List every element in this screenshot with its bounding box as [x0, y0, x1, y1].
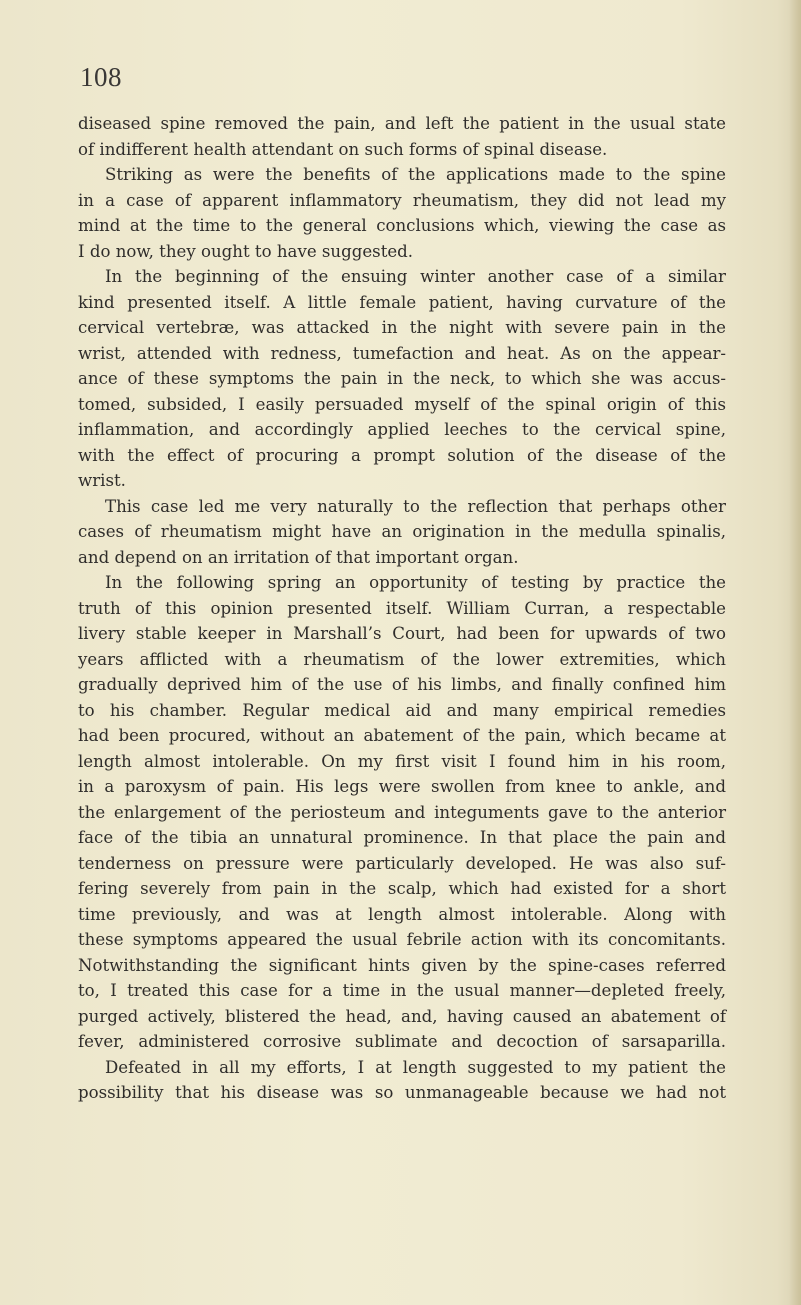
- text-line: possibility that his disease was so unmanageable because we had not: [78, 1083, 726, 1102]
- text-line: wrist.: [78, 471, 126, 490]
- text-line: length almost intolerable. On my first visit I found him in his room,: [78, 751, 726, 771]
- text-line: tomed, subsided, I easily persuaded myself of the spinal origin of this: [78, 394, 726, 414]
- text-line: cervical vertebræ, was attacked in the night with severe pain in the: [78, 318, 726, 337]
- text-line: Notwithstanding the significant hints given by the spine-cases referred: [78, 955, 726, 975]
- text-line: kind presented itself. A little female patient, having curvature of the: [78, 292, 726, 312]
- text-line: truth of this opinion presented itself. William Curran, a respectable: [78, 598, 726, 618]
- text-line: in a paroxysm of pain. His legs were swollen from knee to ankle, and: [78, 777, 726, 796]
- text-line: I do now, they ought to have suggested.: [78, 241, 414, 261]
- text-line: to, I treated this case for a time in the usual manner—depleted freely,: [78, 981, 726, 1000]
- text-line: of indifferent health attendant on such forms of spinal disease.: [78, 139, 608, 159]
- text-line: and depend on an irritation of that important organ.: [78, 547, 519, 567]
- text-line: in a case of apparent inflammatory rheumatism, they did not lead my: [78, 190, 726, 210]
- text-line: fever, administered corrosive sublimate and decoction of sarsaparilla.: [78, 1032, 726, 1051]
- text-line: cases of rheumatism might have an origination in the medulla spinalis,: [78, 522, 726, 541]
- text-line: fering severely from pain in the scalp, which had existed for a short: [78, 879, 726, 898]
- text-line: gradually deprived him of the use of his limbs, and finally confined him: [78, 675, 726, 694]
- text-line: with the effect of procuring a prompt solution of the disease of the: [78, 445, 726, 465]
- body-text: [78, 111, 726, 1106]
- text-line: In the following spring an opportunity of testing by practice the: [105, 573, 726, 592]
- text-line: Defeated in all my efforts, I at length suggested to my patient the: [105, 1057, 726, 1077]
- text-line: to his chamber. Regular medical aid and many empirical remedies: [78, 700, 726, 720]
- text-line: This case led me very naturally to the reflection that perhaps other: [105, 496, 726, 516]
- text-line: years afflicted with a rheumatism of the lower extremities, which: [78, 649, 726, 669]
- page-edge-shadow: [789, 0, 801, 1305]
- text-line: ance of these symptoms the pain in the neck, to which she was accus-: [78, 369, 726, 388]
- text-line: mind at the time to the general conclusions which, viewing the case as: [78, 216, 726, 235]
- text-line: In the beginning of the ensuing winter another case of a similar: [105, 267, 726, 286]
- text-line: these symptoms appeared the usual febrile action with its concomitants.: [78, 930, 726, 949]
- text-line: diseased spine removed the pain, and left the patient in the usual state: [78, 114, 726, 133]
- text-line: Striking as were the benefits of the applications made to the spine: [105, 165, 726, 184]
- text-line: time previously, and was at length almost intolerable. Along with: [78, 904, 726, 924]
- text-line: livery stable keeper in Marshall’s Court, had been for upwards of two: [78, 624, 726, 643]
- text-line: inflammation, and accordingly applied leeches to the cervical spine,: [78, 420, 726, 439]
- text-line: tenderness on pressure were particularly developed. He was also suf-: [78, 853, 726, 873]
- text-line: had been procured, without an abatement of the pain, which became at: [78, 726, 726, 745]
- text-line: wrist, attended with redness, tumefaction and heat. As on the appear-: [78, 343, 726, 363]
- text-line: face of the tibia an unnatural prominence. In that place the pain and: [78, 828, 726, 847]
- page-number: 108: [80, 62, 122, 92]
- text-line: purged actively, blistered the head, and, having caused an abatement of: [78, 1006, 726, 1026]
- text-line: the enlargement of the periosteum and integuments gave to the anterior: [78, 802, 726, 822]
